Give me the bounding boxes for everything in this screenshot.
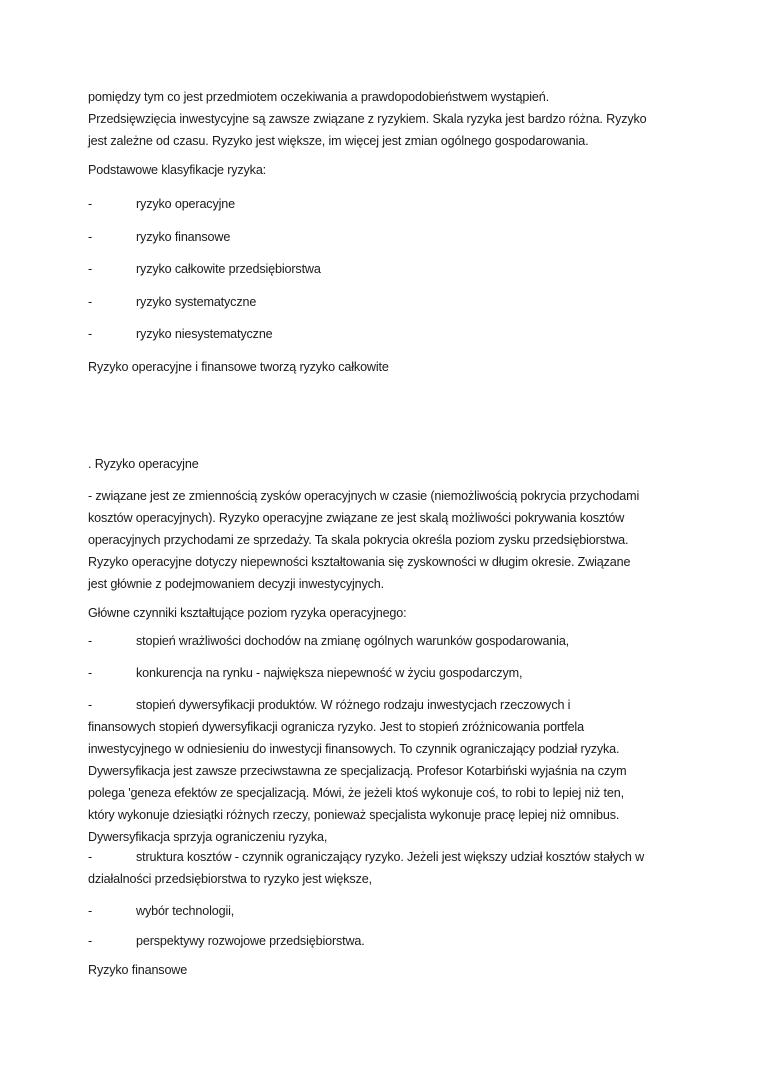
list-item: ryzyko operacyjne [136, 197, 235, 211]
bullet-dash: - [88, 698, 93, 712]
text-line: finansowych stopień dywersyfikacji ogranicza ryzyko. Jest to stopień zróżnicowania portfela [88, 720, 584, 734]
text-line: Przedsięwzięcia inwestycyjne są zawsze związane z ryzykiem. Skala ryzyka jest bardzo różna. Ryzyko [88, 112, 647, 126]
text-line: operacyjnych przychodami ze sprzedaży. Ta skala pokrycia określa poziom zysku przedsiębiorstwa. [88, 533, 629, 547]
factor-item: struktura kosztów - czynnik ograniczający ryzyko. Jeżeli jest większy udział kosztów stałych w [136, 850, 645, 864]
text-line: który wykonuje dziesiątki różnych rzeczy, ponieważ specjalista wykonuje pracę lepiej niż omnibus. [88, 808, 620, 822]
classification-heading: Podstawowe klasyfikacje ryzyka: [88, 163, 267, 177]
text-line: pomiędzy tym co jest przedmiotem oczekiwania a prawdopodobieństwem wystąpień. [88, 90, 549, 104]
bullet-dash: - [88, 295, 93, 309]
bullet-dash: - [88, 666, 93, 680]
text-line: działalności przedsiębiorstwa to ryzyko jest większe, [88, 872, 372, 886]
bullet-dash: - [88, 934, 93, 948]
factor-item: perspektywy rozwojowe przedsiębiorstwa. [136, 934, 365, 948]
text-line: - związane jest ze zmiennością zysków operacyjnych w czasie (niemożliwością pokrycia przychodami [88, 489, 640, 503]
factor-item: stopień dywersyfikacji produktów. W różnego rodzaju inwestycjach rzeczowych i [136, 698, 571, 712]
total-risk-note: Ryzyko operacyjne i finansowe tworzą ryzyko całkowite [88, 360, 389, 374]
text-line: Ryzyko operacyjne dotyczy niepewności kształtowania się zyskowności w długim okresie. Związane [88, 555, 631, 569]
bullet-dash: - [88, 634, 93, 648]
text-line: polega 'geneza efektów ze specjalizacją. Mówi, że jeżeli ktoś wykonuje coś, to robi to lepiej niż ten, [88, 786, 624, 800]
bullet-dash: - [88, 850, 93, 864]
bullet-dash: - [88, 904, 93, 918]
operational-heading: . Ryzyko operacyjne [88, 457, 199, 471]
financial-heading: Ryzyko finansowe [88, 963, 188, 977]
list-item: ryzyko systematyczne [136, 295, 257, 309]
text-line: Dywersyfikacja sprzyja ograniczeniu ryzyka, [88, 830, 328, 844]
bullet-dash: - [88, 230, 93, 244]
list-item: ryzyko finansowe [136, 230, 231, 244]
bullet-dash: - [88, 327, 93, 341]
list-item: ryzyko całkowite przedsiębiorstwa [136, 262, 321, 276]
factors-heading: Główne czynniki kształtujące poziom ryzyka operacyjnego: [88, 606, 407, 620]
list-item: ryzyko niesystematyczne [136, 327, 273, 341]
factor-item: konkurencja na rynku - największa niepewność w życiu gospodarczym, [136, 666, 523, 680]
text-line: jest zależne od czasu. Ryzyko jest większe, im więcej jest zmian ogólnego gospodarowania. [88, 134, 589, 148]
bullet-dash: - [88, 197, 93, 211]
text-line: Dywersyfikacja jest zawsze przeciwstawna ze specjalizacją. Profesor Kotarbiński wyjaśnia na czym [88, 764, 627, 778]
factor-item: stopień wrażliwości dochodów na zmianę ogólnych warunków gospodarowania, [136, 634, 570, 648]
text-line: jest głównie z podejmowaniem decyzji inwestycyjnych. [88, 577, 384, 591]
factor-item: wybór technologii, [136, 904, 235, 918]
text-line: kosztów operacyjnych). Ryzyko operacyjne związane ze jest skalą możliwości pokrywania kosztów [88, 511, 625, 525]
text-line: inwestycyjnego w odniesieniu do inwestycji finansowych. To czynnik ograniczający podział ryzyka. [88, 742, 620, 756]
bullet-dash: - [88, 262, 93, 276]
